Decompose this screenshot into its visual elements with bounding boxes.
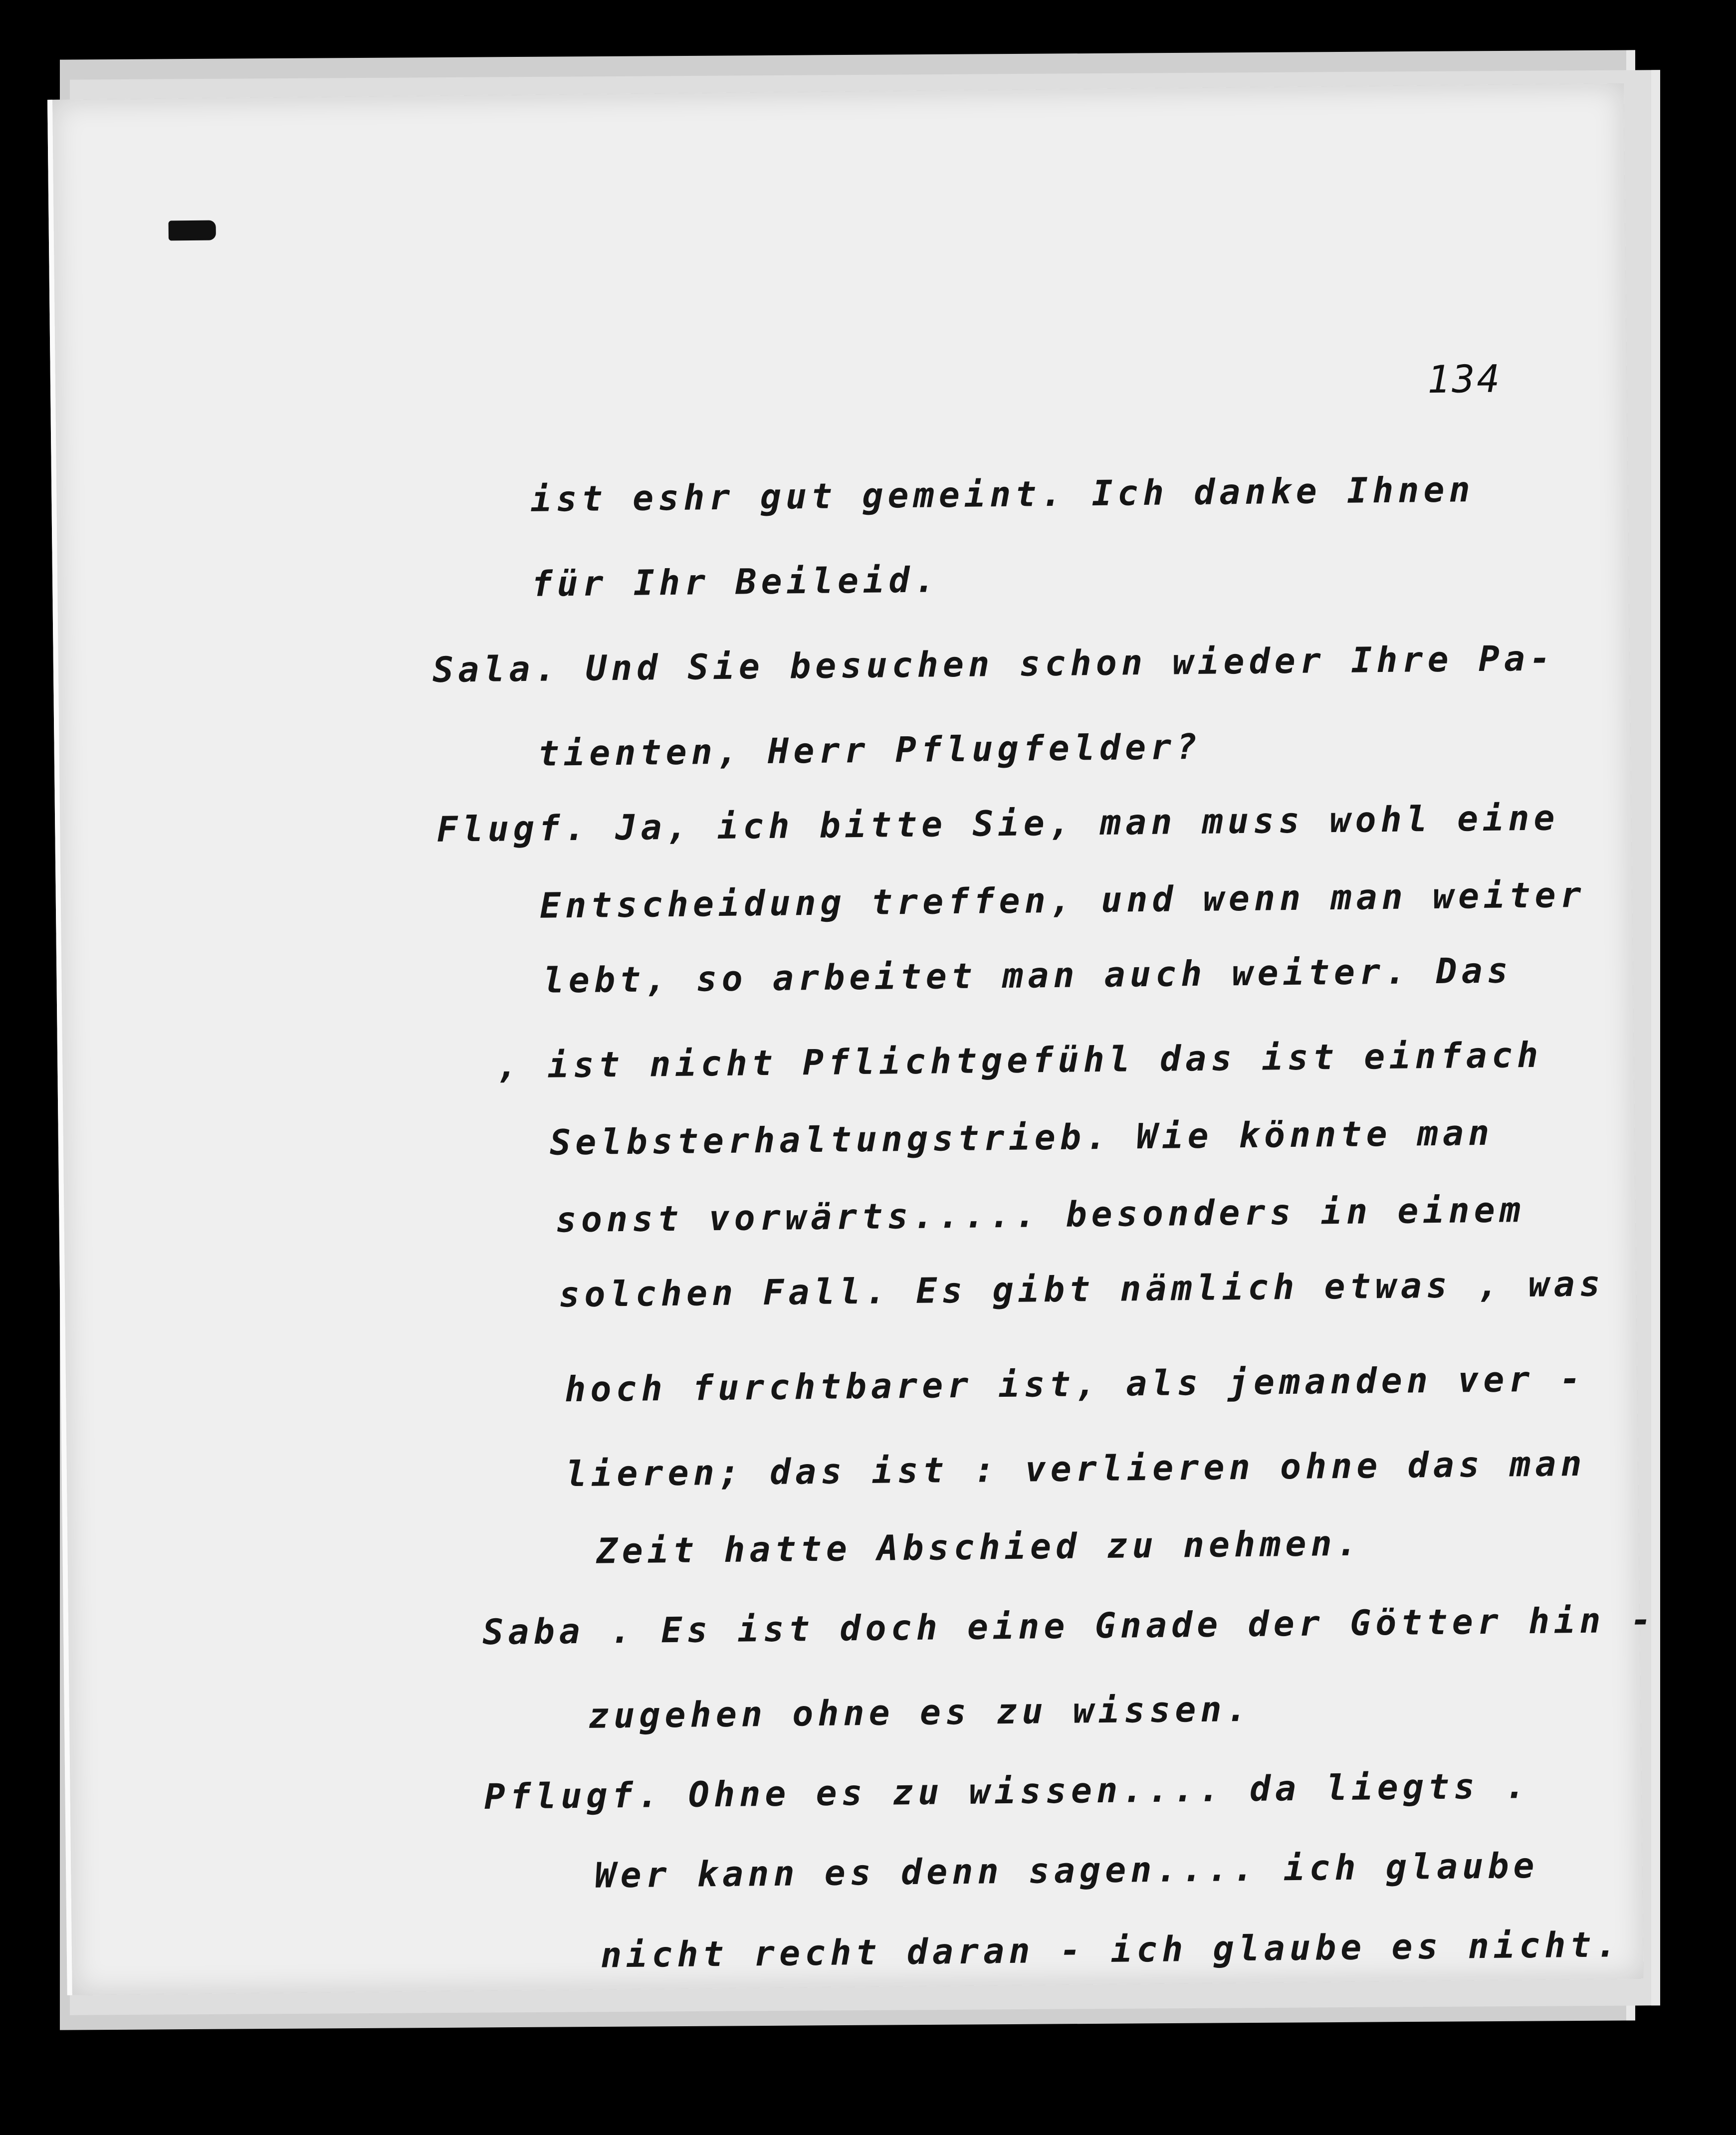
text-line: Zeit hatte Abschied zu nehmen. [596, 1522, 1362, 1572]
text-line: hoch furchtbarer ist, als jemanden ver - [564, 1358, 1586, 1410]
text-line: lebt, so arbeitet man auch weiter. Das [543, 950, 1513, 1001]
text-line: Sala. Und Sie besuchen schon wieder Ihre Pa- [432, 638, 1555, 690]
text-line: tienten, Herr Pflugfelder? [538, 726, 1202, 774]
text-line: Selbsterhaltungstrieb. Wie könnte man [549, 1112, 1494, 1163]
text-line: Saba . Es ist doch eine Gnade der Götter hin - [482, 1599, 1657, 1653]
text-line: lieren; das ist : verlieren ohne das man [565, 1443, 1586, 1495]
text-line: sonst vorwärts..... besonders in einem [555, 1189, 1525, 1241]
text-line: solchen Fall. Es gibt nämlich etwas , was [558, 1263, 1605, 1315]
text-line: Flugf. Ja, ich bitte Sie, man muss wohl eine [436, 797, 1559, 850]
text-line: nicht recht daran - ich glaube es nicht. [600, 1924, 1622, 1976]
text-line: , ist nicht Pflichtgefühl das ist einfach [496, 1034, 1543, 1086]
text-line: Wer kann es denn sagen.... ich glaube [594, 1845, 1539, 1896]
text-line: Entscheidung treffen, und wenn man weiter [539, 874, 1586, 926]
page-number: 134 [1427, 356, 1502, 402]
punch-hole-mark [169, 220, 216, 240]
text-line: ist eshr gut gemeint. Ich danke Ihnen [530, 469, 1475, 520]
text-line: zugehen ohne es zu wissen. [588, 1688, 1252, 1736]
document-page [47, 83, 1657, 1995]
text-line: Pflugf. Ohne es zu wissen.... da liegts . [484, 1765, 1530, 1818]
text-line: für Ihr Beileid. [531, 559, 940, 605]
